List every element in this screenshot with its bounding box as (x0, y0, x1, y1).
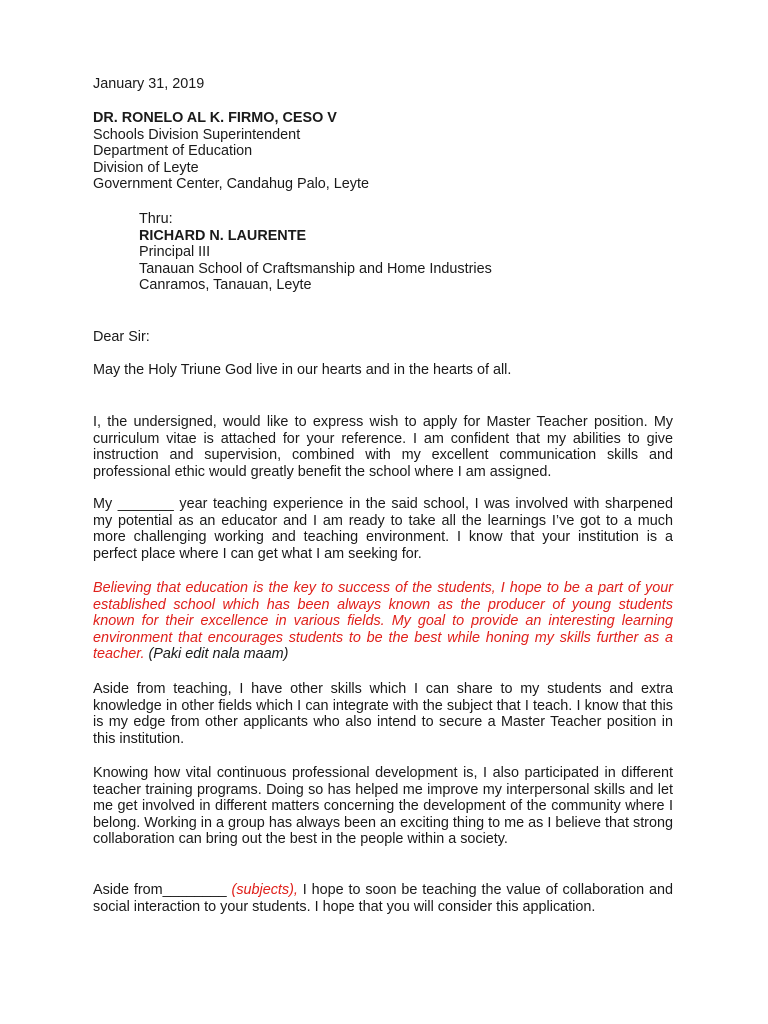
paragraph-intent: I, the undersigned, would like to express wish to apply for Master Teacher position. My curriculum vitae is attached for your reference. I am confident that my abilities to give instruction and supervision, combined with my excellent communication skills and professional ethic would greatly benefit the school where I am assigned. (93, 414, 673, 480)
addressee-block (93, 110, 369, 193)
thru-name: RICHARD N. LAURENTE (139, 227, 307, 244)
subjects-placeholder: (subjects), (231, 882, 298, 898)
salutation: Dear Sir: (93, 329, 150, 345)
goals-highlight-text: Believing that education is the key to success of the students, I hope to be a part of your established school which has been always known as the producer of young students known for their excellence in various fields. My goal to provide an interesting learning environment that encourages students to be the best while honing my skills further as a teacher. (93, 580, 673, 663)
letter-date: January 31, 2019 (93, 76, 205, 92)
greeting: May the Holy Triune God live in our hearts and in the hearts of all. (93, 362, 512, 378)
paragraph-closing (93, 882, 673, 915)
paragraph-development: Knowing how vital continuous professional development is, I also participated in different teacher training programs. Doing so has helped me improve my interpersonal skills and let me get involved in different matters concerning the development of the community where I belong. Working in a group has always been an exciting thing to me as I believe that strong collaboration can bring out the best in the people within a society. (93, 765, 673, 848)
thru-block (139, 211, 492, 294)
thru-school: Tanauan School of Craftsmanship and Home Industries (139, 260, 492, 277)
addressee-division: Division of Leyte (93, 159, 199, 176)
addressee-address: Government Center, Candahug Palo, Leyte (93, 176, 369, 193)
addressee-name: DR. RONELO AL K. FIRMO, CESO V (93, 110, 337, 126)
closing-end: I hope to soon be teaching the value of collaboration and social interaction to your students. I hope that you will consider this application. (93, 882, 673, 915)
letter-page (93, 0, 673, 1024)
paragraph-goals (93, 580, 673, 663)
edit-note: (Paki edit nala maam) (148, 646, 289, 663)
paragraph-skills: Aside from teaching, I have other skills which I can share to my students and extra knowledge in other fields which I can integrate with the subject that I teach. I know that this is my edge from other applicants who also intend to secure a Master Teacher position in this institution. (93, 681, 673, 747)
closing-start: Aside from________ (93, 882, 227, 898)
addressee-department: Department of Education (93, 143, 253, 160)
thru-title: Principal III (139, 244, 211, 261)
paragraph-experience: My _______ year teaching experience in the said school, I was involved with sharpened my potential as an educator and I am ready to take all the learnings I’ve got to a much more challenging working and teaching environment. I know that your institution is a perfect place where I can get what I am seeking for. (93, 496, 673, 562)
thru-label: Thru: (139, 211, 173, 227)
thru-address: Canramos, Tanauan, Leyte (139, 277, 312, 294)
addressee-title: Schools Division Superintendent (93, 126, 301, 143)
